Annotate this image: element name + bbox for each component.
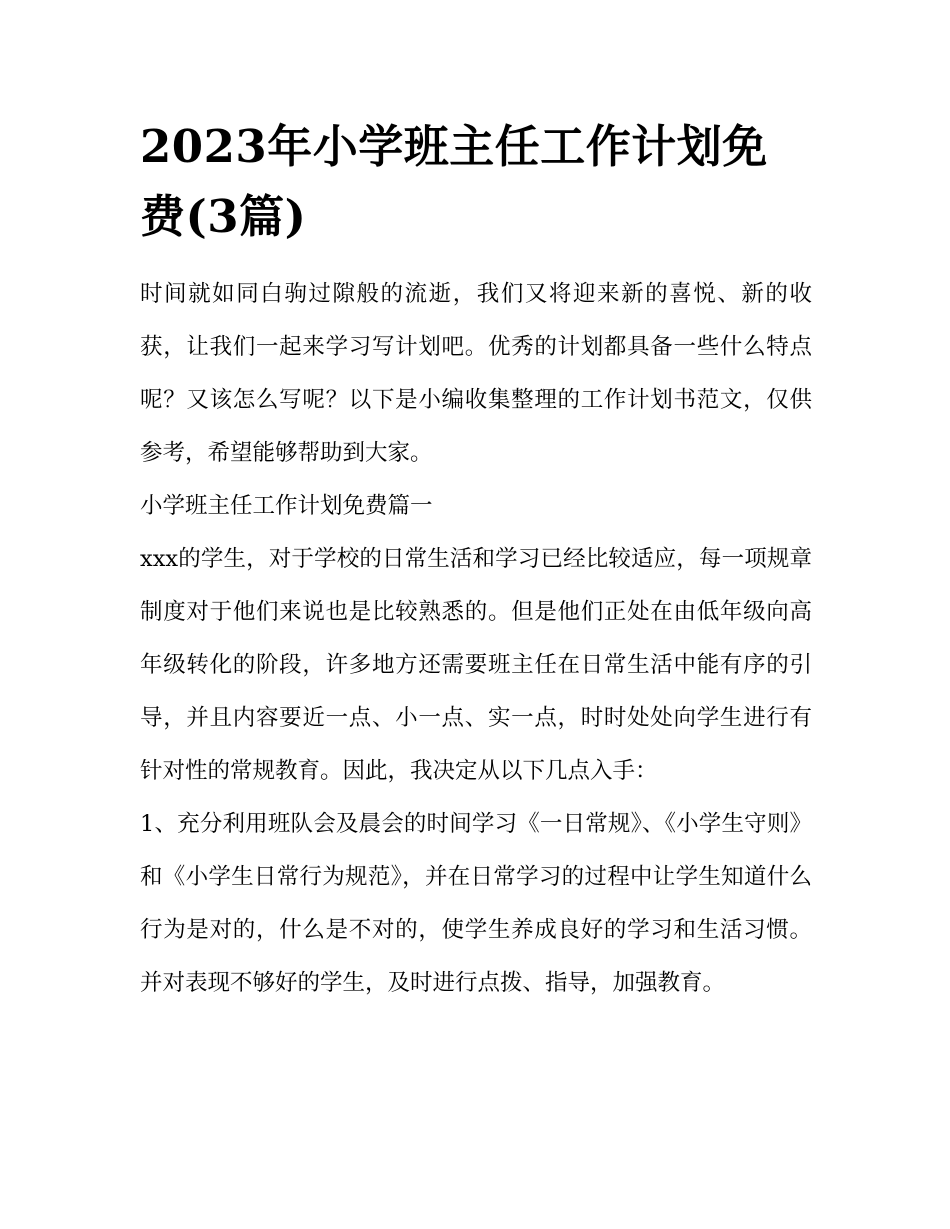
- document-page: [140, 112, 812, 1010]
- section-heading: 小学班主任工作计划免费篇一: [140, 493, 433, 519]
- body-paragraph: xxx的学生，对于学校的日常生活和学习已经比较适应，每一项规章制度对于他们来说也是比较熟悉的。但是他们正处在由低年级向高年级转化的阶段，许多地方还需要班主任在日常生活中能有序的引导，并且内容要近一点、小一点、实一点，时时处处向学生进行有针对性的常规教育。因此，我决定从以下几点入手：: [140, 546, 812, 784]
- document-title: 2023年小学班主任工作计划免费(3篇): [140, 120, 768, 243]
- list-item-paragraph: 1、充分利用班队会及晨会的时间学习《一日常规》、《小学生守则》和《小学生日常行为规范》，并在日常学习的过程中让学生知道什么行为是对的，什么是不对的，使学生养成良好的学习和生活习惯。并对表现不够好的学生，及时进行点拨、指导，加强教育。: [140, 811, 812, 996]
- intro-paragraph: 时间就如同白驹过隙般的流逝，我们又将迎来新的喜悦、新的收获，让我们一起来学习写计划吧。优秀的计划都具备一些什么特点呢？又该怎么写呢？以下是小编收集整理的工作计划书范文，仅供参考，希望能够帮助到大家。: [140, 281, 812, 466]
